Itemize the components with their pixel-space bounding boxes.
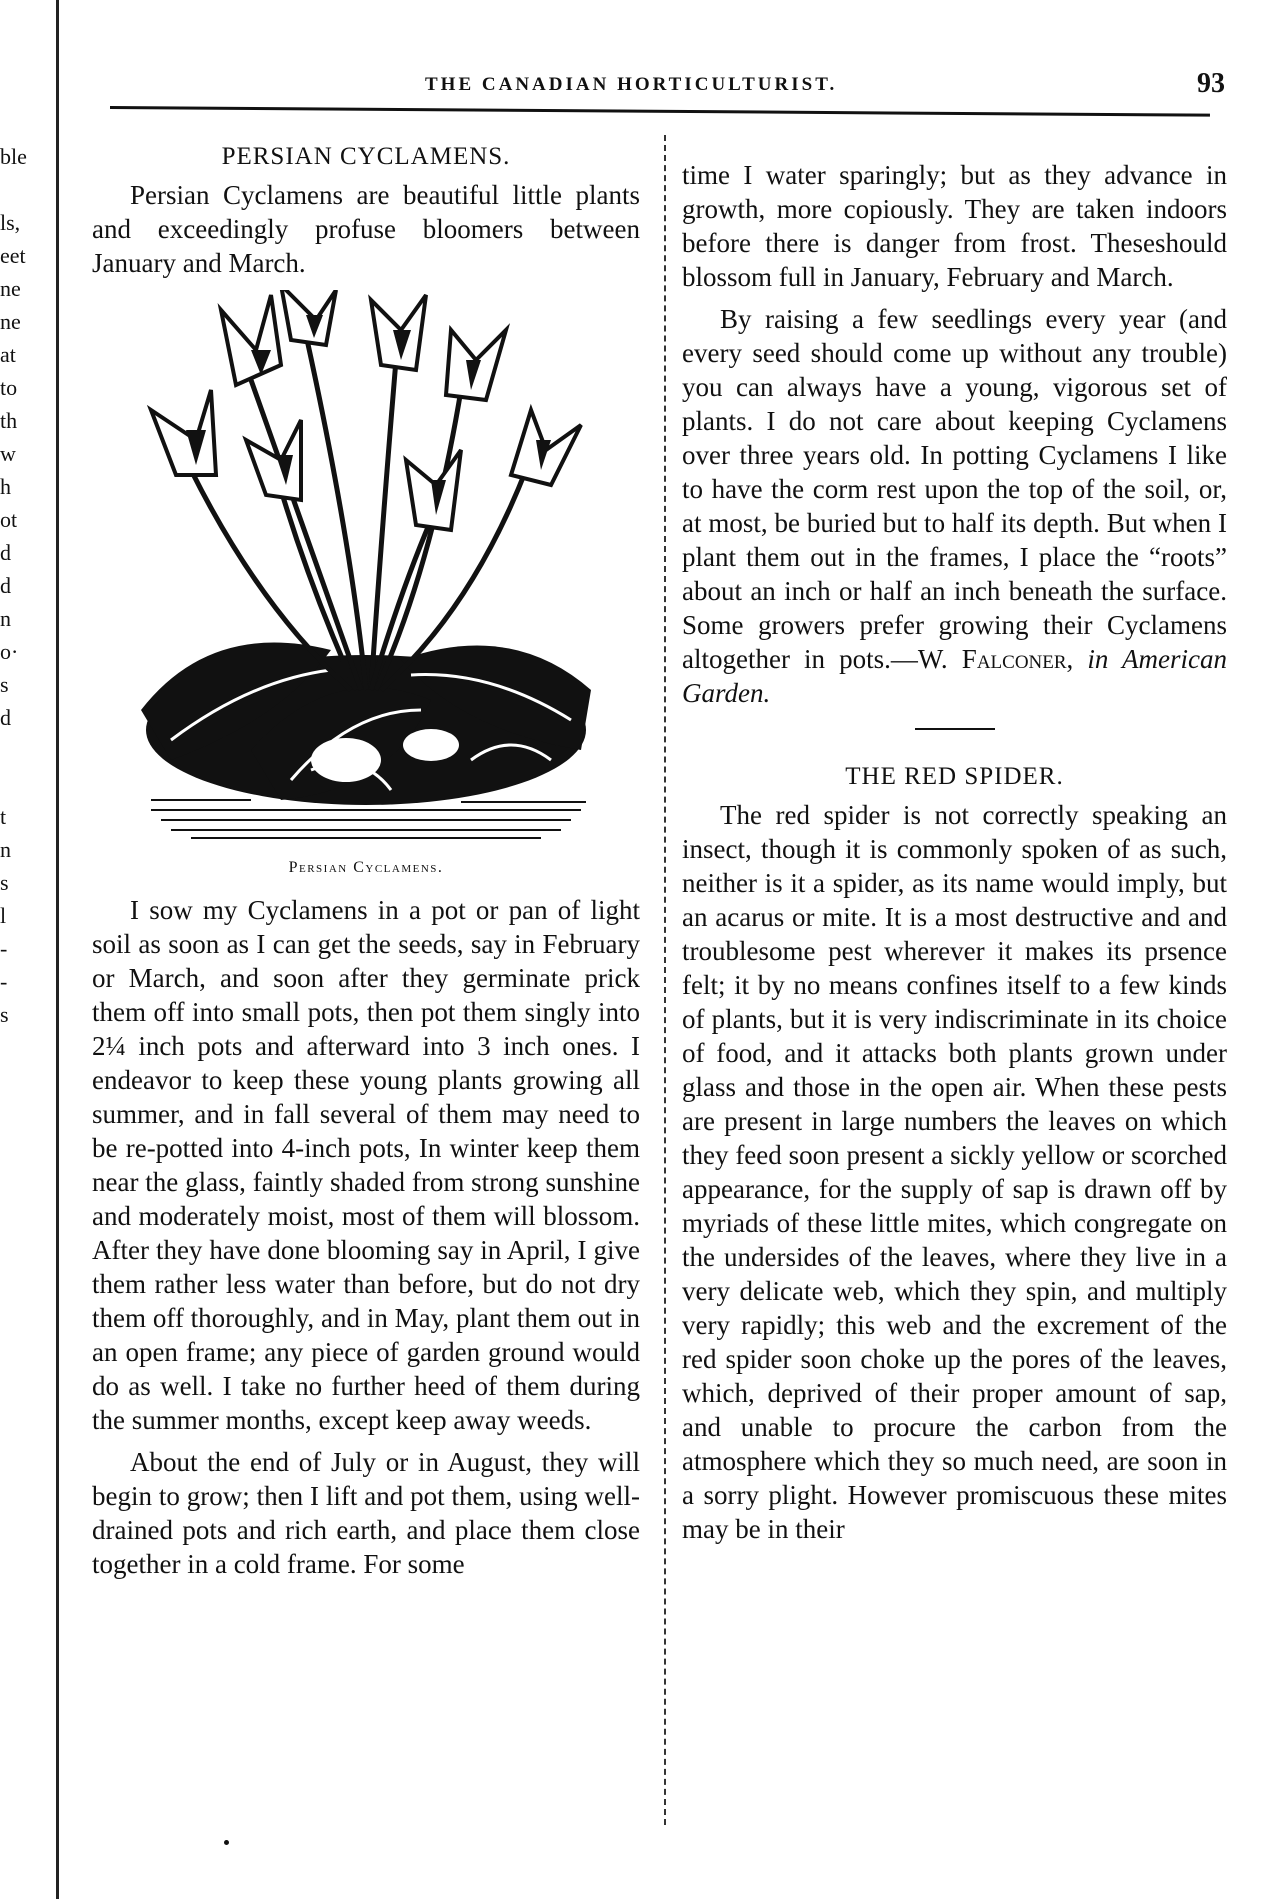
- margin-bleed-fragment: s: [0, 1002, 9, 1027]
- left-column: [92, 140, 640, 1581]
- red-spider-paragraph: The red spider is not correctly speaking an insect, though it is commonly spoken of as such, neither is it a spider, as its name would imply, but an acarus or mite. It is a most destructive and and troublesome pest wherever it makes its prsence felt; it by no means confines itself to a few kinds of plants, but it is very indiscriminate in its choice of food, and it attacks both plants grown under glass and those in the open air. When these pests are present in large numbers the leaves on which they feed soon present a sickly yellow or scorched appearance, for the supply of sap is drawn off by myriads of these little mites, which congregate on the undersides of the leaves, where they live in a very delicate web, which they spin, and multiply very rapidly; this web and the excrement of the red spider soon choke up the pores of the leaves, which, deprived of their proper amount of sap, and unable to procure the carbon from the atmosphere which they so much need, are soon in a sorry plight. However promiscuous these mites may be in their: [682, 800, 1227, 1544]
- margin-bleed-fragment: w: [0, 441, 16, 466]
- margin-bleed-fragment: ot: [0, 507, 18, 532]
- seedlings-text: By raising a few seedlings every year (and every seed should come up without any trouble) you can always have a young, vigorous set of plants. I do not care about keeping Cyclamens over three years old. In potting Cyclamens I like to have the corm rest upon the top of the soil, or, at most, be buried but to half its depth. But when I plant them out in the frames, I place the “roots” about an inch or half an inch beneath the surface. Some growers prefer growing their Cyclamens altogether in pots.—W.: [682, 304, 1227, 674]
- margin-bleed-fragment: ls,: [0, 210, 21, 235]
- margin-bleed-fragment: n: [0, 606, 11, 631]
- source-citation: in American Garden.: [682, 644, 1227, 708]
- cyclamen-figure: [92, 290, 640, 885]
- margin-bleed-fragment: th: [0, 408, 18, 433]
- margin-bleed-fragment: [0, 173, 30, 206]
- right-column: [682, 158, 1227, 1546]
- page-number: 93: [1197, 68, 1225, 99]
- margin-bleed-fragment: o·: [0, 639, 19, 664]
- continued-paragraph: time I water sparingly; but as they advance in growth, more copiously. They are taken indoors before there is danger from frost. Theseshould blossom full in January, February and March.: [682, 160, 1227, 292]
- margin-bleed-fragment: to: [0, 375, 18, 400]
- margin-bleed-fragment: ne: [0, 276, 21, 301]
- figure-caption: Persian Cyclamens.: [288, 859, 444, 876]
- margin-bleed-fragment: ble: [0, 144, 27, 169]
- margin-bleed-fragment: -: [0, 936, 8, 961]
- margin-bleed-fragment: -: [0, 969, 8, 994]
- section-rule: [915, 728, 995, 730]
- margin-bleed-fragment: l: [0, 903, 7, 928]
- article-title-red-spider: THE RED SPIDER.: [845, 763, 1064, 790]
- header-rule: [110, 106, 1210, 117]
- sowing-paragraph: I sow my Cyclamens in a pot or pan of light soil as soon as I can get the seeds, say in February or March, and soon after they germinate prick them off into small pots, then pot them singly into 2¼ inch pots and afterward into 3 inch ones. I endeavor to keep these young plants growing all summer, and in fall several of them may need to be re-potted into 4-inch pots, In winter keep them near the glass, faintly shaded from strong sunshine and moderately moist, most of them will blossom. After they have done blooming say in April, I give them rather less water than before, but do not dry them off thoroughly, and in May, plant them out in an open frame; any piece of garden ground would do as well. I take no further heed of them during the summer months, except keep away weeds.: [92, 895, 640, 1435]
- margin-bleed-fragment: eet: [0, 243, 26, 268]
- margin-bleed-fragment: d: [0, 540, 11, 565]
- intro-paragraph: Persian Cyclamens are beautiful little plants and exceedingly profuse bloomers between January and March.: [92, 180, 640, 278]
- author-name: Falconer: [961, 644, 1067, 674]
- margin-bleed-fragment: s: [0, 672, 9, 697]
- margin-bleed-text: [0, 140, 30, 1031]
- margin-bleed-fragment: h: [0, 474, 11, 499]
- seedlings-paragraph: By raising a few seedlings every year (and every seed should come up without any trouble) you can always have a young, vigorous set of plants. I do not care about keeping Cyclamens over three years old. In potting Cyclamens I like to have the corm rest upon the top of the soil, or, at most, be buried but to half its depth. But when I plant them out in the frames, I place the “roots” about an inch or half an inch beneath the surface. Some growers prefer growing their Cyclamens altogether in pots.—W. Falconer, in American Garden.: [682, 304, 1227, 708]
- margin-bleed-fragment: n: [0, 837, 11, 862]
- margin-bleed-fragment: d: [0, 705, 11, 730]
- column-divider: [664, 135, 666, 1825]
- cyclamen-engraving-icon: [131, 290, 601, 845]
- margin-bleed-fragment: [0, 767, 30, 800]
- gutter-line: [56, 0, 59, 1899]
- running-head: THE CANADIAN HORTICULTURIST.: [425, 74, 838, 95]
- margin-bleed-fragment: s: [0, 870, 9, 895]
- article-title-cyclamens: PERSIAN CYCLAMENS.: [221, 143, 511, 170]
- margin-bleed-fragment: t: [0, 804, 7, 829]
- margin-bleed-fragment: d: [0, 573, 11, 598]
- margin-bleed-fragment: at: [0, 342, 16, 367]
- potting-paragraph: About the end of July or in August, they will begin to grow; then I lift and pot them, using well-drained pots and rich earth, and place them close together in a cold frame. For some: [92, 1447, 640, 1579]
- ink-dot: [224, 1840, 229, 1845]
- margin-bleed-fragment: ne: [0, 309, 21, 334]
- margin-bleed-fragment: [0, 734, 30, 767]
